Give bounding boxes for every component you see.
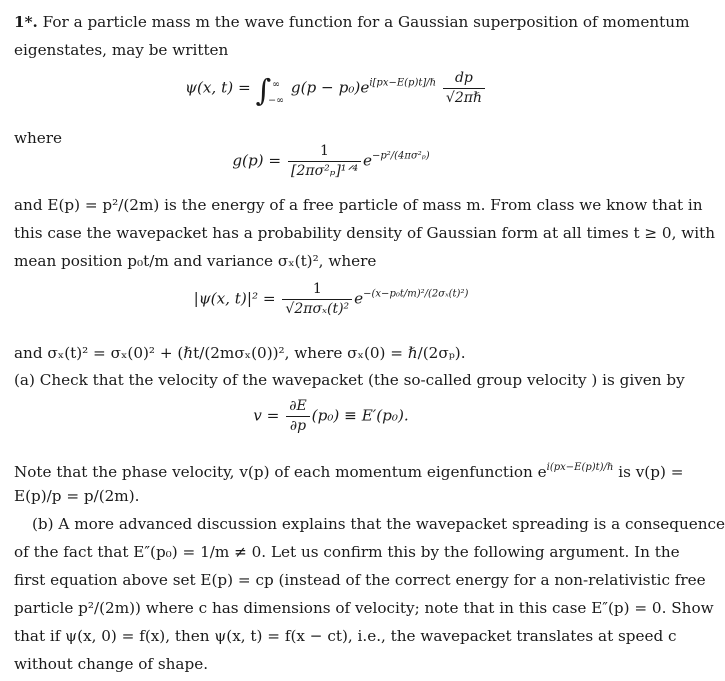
where-label-1: where (14, 129, 63, 147)
eq3-lhs: |ψ(x, t)|² = (193, 289, 276, 308)
part-b-line-3: first equation above set E(p) = cp (instead of the correct energy for a non-relativistic free (14, 571, 706, 589)
eq3-exponent: −(x−p₀t/m)²/(2σₓ(t)²) (363, 288, 469, 300)
eq4-fraction (286, 398, 309, 435)
eq4-lhs: v = (253, 406, 280, 425)
integral-limits (268, 77, 284, 109)
intro-line-2: eigenstates, may be written (14, 41, 229, 59)
eq3-frac-num: 1 (282, 281, 352, 300)
para4-line-1 (14, 458, 684, 482)
eq4-rhs: (p₀) ≡ E′(p₀). (311, 406, 409, 425)
eq2-frac-den: [2πσ²ₚ]¹ᐟ⁴ (291, 163, 358, 179)
eq1-lhs: ψ(x, t) = (185, 78, 251, 97)
para4-exponent: i(px−E(p)t)/ℏ (546, 462, 614, 473)
intro-line-1 (14, 12, 690, 32)
eq2-exponent: −p²/(4πσ²ₚ) (371, 150, 430, 162)
integral-sign: ∫ (255, 73, 272, 109)
int-lower: −∞ (268, 94, 285, 106)
eq2-fraction (288, 143, 361, 180)
part-b-line-5: that if ψ(x, 0) = f(x), then ψ(x, t) = f(x − ct), i.e., the wavepacket translates at speed c (14, 627, 677, 645)
para2-line-3: mean position p₀t/m and variance σₓ(t)², where (14, 252, 377, 270)
para3-line-1: and σₓ(t)² = σₓ(0)² + (ℏt/(2mσₓ(0))², where σₓ(0) = ℏ/(2σₚ). (14, 344, 466, 362)
eq3-factor: e (354, 289, 364, 308)
equation-probability-density (0, 281, 652, 318)
eq3-fraction (282, 281, 352, 318)
eq1-body: g(p − p₀)e (290, 78, 370, 97)
eq1-frac-num: dp (443, 70, 485, 89)
para4-text-a: Note that the phase velocity, v(p) of each momentum eigenfunction e (14, 463, 547, 481)
equation-group-velocity (0, 398, 652, 435)
eq1-frac-den: √2πℏ (445, 90, 482, 106)
part-b-line-1: (b) A more advanced discussion explains that the wavepacket spreading is a consequence (32, 515, 725, 533)
eq2-lhs: g(p) = (232, 151, 282, 170)
equation-g-of-p (0, 143, 652, 180)
part-a-line-1: (a) Check that the velocity of the wavepacket (the so-called group velocity ) is given by (14, 371, 685, 389)
para2-line-1: and E(p) = p²/(2m) is the energy of a free particle of mass m. From class we know that in (14, 196, 703, 214)
part-b-line-6: without change of shape. (14, 655, 209, 673)
eq2-frac-num: 1 (288, 143, 361, 162)
problem-number: 1*. (14, 13, 38, 31)
eq1-exponent: i[px−E(p)t]/ℏ (369, 77, 437, 89)
int-upper: ∞ (272, 78, 281, 90)
para4-line-2: E(p)/p = p/(2m). (14, 487, 140, 505)
para4-text-b: is v(p) = (613, 463, 684, 481)
eq4-frac-den: ∂p (289, 418, 307, 434)
eq4-frac-num: ∂E (286, 398, 309, 417)
eq1-fraction (443, 70, 485, 107)
para2-line-2: this case the wavepacket has a probability density of Gaussian form at all times t ≥ 0, with (14, 224, 715, 242)
intro-text-1: For a particle mass m the wave function for a Gaussian superposition of momentum (42, 13, 690, 31)
eq2-factor: e (362, 151, 372, 170)
part-b-line-4: particle p²/(2m)) where c has dimensions of velocity; note that in this case E″(p) = 0. Show (14, 599, 714, 617)
part-b-line-2: of the fact that E″(p₀) = 1/m ≠ 0. Let us confirm this by the following argument. In the (14, 543, 680, 561)
eq3-frac-den: √2πσₓ(t)² (285, 301, 350, 317)
equation-wavefunction (0, 70, 652, 109)
